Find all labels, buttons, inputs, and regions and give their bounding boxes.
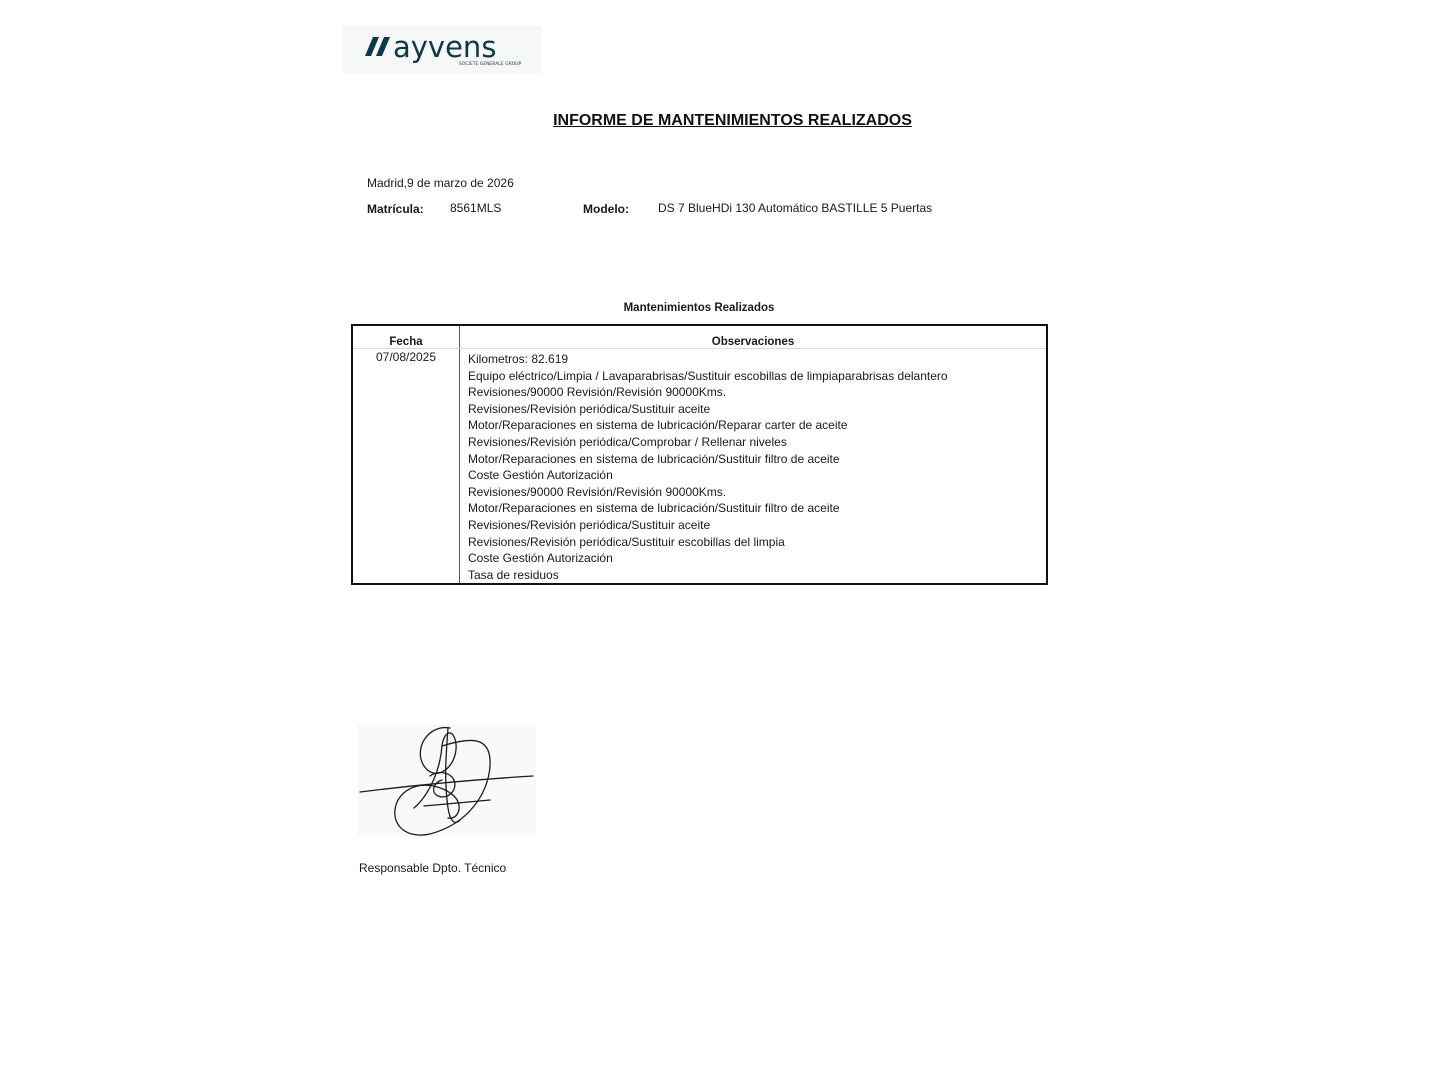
column-header-fecha: Fecha [389,336,423,348]
row-date: 07/08/2025 [375,350,437,364]
maintenance-table [351,324,1048,585]
logo-tagline: SOCIETE GENERALE GROUP [459,62,522,67]
column-divider [459,326,460,583]
observation-item: Revisiones/Revisión periódica/Sustituir aceite [468,401,711,416]
column-header-observaciones: Observaciones [711,336,795,348]
signature-image [358,724,536,836]
header-separator [353,348,1046,349]
ayvens-logo-mark [365,37,390,56]
observation-item: Kilometros: 82.619 [468,352,569,366]
report-title: INFORME DE MANTENIMIENTOS REALIZADOS [553,112,912,129]
observation-item: Revisiones/90000 Revisión/Revisión 90000Kms. [468,484,727,499]
signature-icon [358,724,536,836]
observation-item: Coste Gestión Autorización [468,551,613,566]
observations-list [468,351,948,583]
observation-item: Coste Gestión Autorización [468,468,613,483]
observation-item: Revisiones/Revisión periódica/Sustituir escobillas del limpia [468,534,785,549]
observation-item: Revisiones/90000 Revisión/Revisión 90000Kms. [468,385,727,400]
observation-item: Revisiones/Revisión periódica/Sustituir aceite [468,517,711,532]
place-date: Madrid,9 de marzo de 2026 [367,176,514,190]
observation-item: Tasa de residuos [468,567,559,582]
model-value: DS 7 BlueHDi 130 Automático BASTILLE 5 Puertas [658,201,933,215]
plate-value: 8561MLS [450,201,502,215]
observation-item: Motor/Reparaciones en sistema de lubricación/Reparar carter de aceite [468,418,848,433]
plate-label: Matrícula: [367,202,424,216]
observation-item: Motor/Reparaciones en sistema de lubricación/Sustituir filtro de aceite [468,451,840,466]
model-label: Modelo: [583,202,629,216]
logo-wordmark: ayvens [393,30,497,64]
observation-item: Motor/Reparaciones en sistema de lubricación/Sustituir filtro de aceite [468,501,840,516]
observation-item: Revisiones/Revisión periódica/Comprobar / Rellenar niveles [468,434,787,449]
table-caption: Mantenimientos Realizados [623,302,775,314]
ayvens-logo [343,26,541,74]
observation-item: Equipo eléctrico/Limpia / Lavaparabrisas/Sustituir escobillas de limpiaparabrisas delantero [468,368,948,383]
responsible-label: Responsable Dpto. Técnico [359,861,507,875]
